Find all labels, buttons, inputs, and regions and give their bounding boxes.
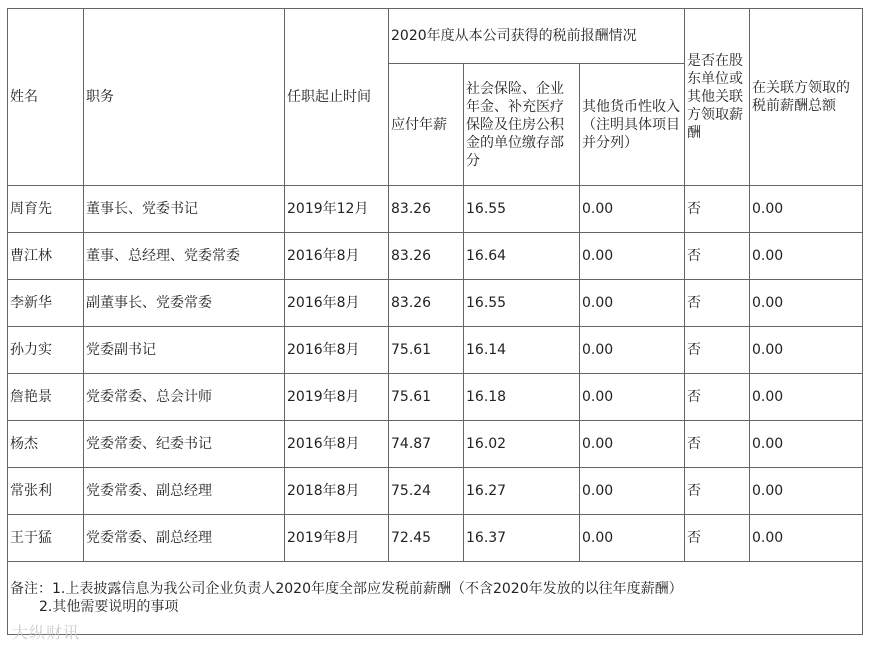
compensation-table (7, 8, 863, 635)
cell-social: 16.18 (464, 374, 580, 421)
cell-social: 16.64 (464, 233, 580, 280)
header-other (580, 64, 685, 186)
notes-cell (8, 562, 863, 635)
header-other-label: 其他货币性收入 (582, 98, 680, 115)
cell-salary: 83.26 (389, 280, 464, 327)
header-salary: 应付年薪 (389, 64, 464, 186)
cell-other: 0.00 (580, 374, 685, 421)
cell-salary: 83.26 (389, 233, 464, 280)
cell-related-flag: 否 (685, 280, 750, 327)
header-related-total: 在关联方领取的税前薪酬总额 (750, 9, 863, 186)
table-row (8, 233, 863, 280)
cell-related-flag: 否 (685, 421, 750, 468)
cell-related-total: 0.00 (750, 421, 863, 468)
cell-position: 党委常委、副总经理 (84, 515, 285, 562)
cell-term: 2019年8月 (285, 374, 389, 421)
header-name: 姓名 (8, 9, 84, 186)
cell-name: 詹艳景 (8, 374, 84, 421)
cell-position: 副董事长、党委常委 (84, 280, 285, 327)
cell-term: 2019年12月 (285, 186, 389, 233)
note-line-2: 2.其他需要说明的事项 (39, 599, 179, 615)
table-row (8, 186, 863, 233)
cell-social: 16.37 (464, 515, 580, 562)
cell-social: 16.55 (464, 280, 580, 327)
table-row (8, 468, 863, 515)
cell-other: 0.00 (580, 327, 685, 374)
table-row (8, 421, 863, 468)
cell-other: 0.00 (580, 233, 685, 280)
cell-term: 2016年8月 (285, 280, 389, 327)
notes-row (8, 562, 863, 635)
cell-name: 王于猛 (8, 515, 84, 562)
cell-related-flag: 否 (685, 233, 750, 280)
cell-term: 2016年8月 (285, 233, 389, 280)
table-row (8, 280, 863, 327)
cell-position: 党委常委、总会计师 (84, 374, 285, 421)
cell-salary: 75.61 (389, 327, 464, 374)
watermark: 大纵财讯 (12, 623, 81, 642)
cell-related-total: 0.00 (750, 186, 863, 233)
header-other-note: （注明具体项目并分列） (582, 116, 680, 151)
cell-salary: 75.24 (389, 468, 464, 515)
cell-other: 0.00 (580, 280, 685, 327)
header-term: 任职起止时间 (285, 9, 389, 186)
cell-name: 孙力实 (8, 327, 84, 374)
cell-name: 周育先 (8, 186, 84, 233)
header-group: 2020年度从本公司获得的税前报酬情况 (389, 9, 685, 64)
cell-name: 杨杰 (8, 421, 84, 468)
cell-related-total: 0.00 (750, 327, 863, 374)
cell-term: 2018年8月 (285, 468, 389, 515)
table-row (8, 515, 863, 562)
cell-other: 0.00 (580, 515, 685, 562)
header-row-1 (8, 9, 863, 64)
cell-position: 党委常委、纪委书记 (84, 421, 285, 468)
cell-social: 16.14 (464, 327, 580, 374)
cell-salary: 72.45 (389, 515, 464, 562)
header-related-flag: 是否在股东单位或其他关联方领取薪酬 (685, 9, 750, 186)
cell-social: 16.55 (464, 186, 580, 233)
cell-position: 董事长、党委书记 (84, 186, 285, 233)
cell-related-total: 0.00 (750, 515, 863, 562)
cell-salary: 74.87 (389, 421, 464, 468)
cell-term: 2016年8月 (285, 421, 389, 468)
cell-position: 董事、总经理、党委常委 (84, 233, 285, 280)
cell-salary: 75.61 (389, 374, 464, 421)
cell-related-flag: 否 (685, 186, 750, 233)
cell-name: 李新华 (8, 280, 84, 327)
cell-term: 2016年8月 (285, 327, 389, 374)
cell-related-total: 0.00 (750, 468, 863, 515)
cell-other: 0.00 (580, 186, 685, 233)
cell-term: 2019年8月 (285, 515, 389, 562)
cell-related-total: 0.00 (750, 280, 863, 327)
cell-position: 党委副书记 (84, 327, 285, 374)
cell-social: 16.02 (464, 421, 580, 468)
cell-social: 16.27 (464, 468, 580, 515)
header-position: 职务 (84, 9, 285, 186)
table-row (8, 327, 863, 374)
table-row (8, 374, 863, 421)
note-line-1: 备注：1.上表披露信息为我公司企业负责人2020年度全部应发税前薪酬（不含2020年发放的以往年度薪酬） (10, 581, 683, 597)
cell-related-total: 0.00 (750, 374, 863, 421)
header-social: 社会保险、企业年金、补充医疗保险及住房公积金的单位缴存部分 (464, 64, 580, 186)
cell-name: 常张利 (8, 468, 84, 515)
cell-salary: 83.26 (389, 186, 464, 233)
cell-related-flag: 否 (685, 374, 750, 421)
cell-other: 0.00 (580, 421, 685, 468)
cell-related-flag: 否 (685, 468, 750, 515)
cell-other: 0.00 (580, 468, 685, 515)
cell-related-flag: 否 (685, 327, 750, 374)
cell-name: 曹江林 (8, 233, 84, 280)
cell-related-flag: 否 (685, 515, 750, 562)
cell-related-total: 0.00 (750, 233, 863, 280)
cell-position: 党委常委、副总经理 (84, 468, 285, 515)
